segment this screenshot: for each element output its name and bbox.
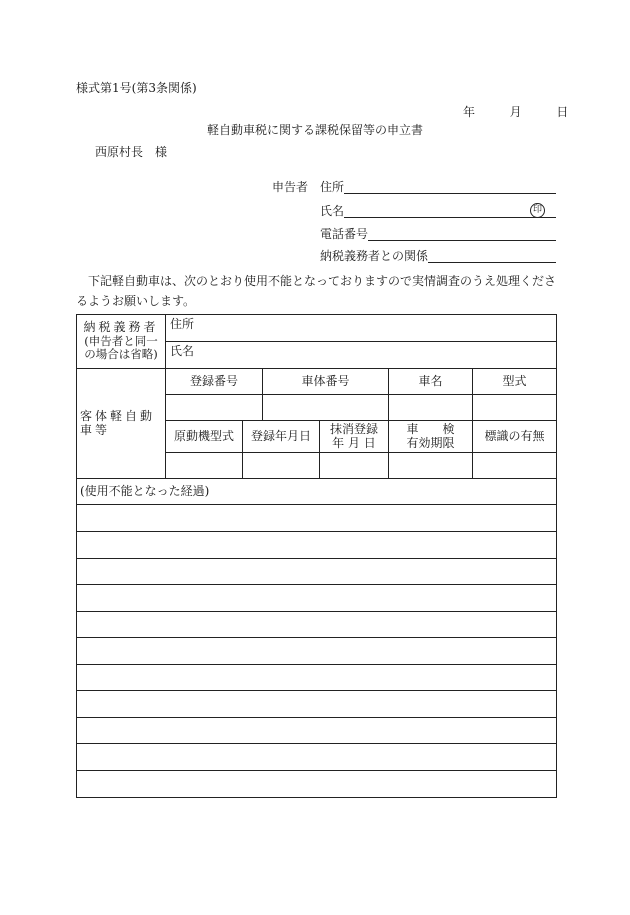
history-label-cell[interactable] bbox=[77, 479, 557, 505]
header-cancel-date bbox=[320, 421, 389, 453]
header-inspection-line1: 車 検 bbox=[406, 421, 455, 436]
history-line[interactable] bbox=[77, 532, 557, 559]
history-label: (使用不能となった経過) bbox=[80, 483, 210, 498]
applicant-phone-label: 電話番号 bbox=[320, 227, 369, 241]
applicant-name-label: 氏名 bbox=[320, 204, 345, 218]
model-cell[interactable] bbox=[473, 395, 557, 421]
applicant-relation-label: 納税義務者との関係 bbox=[320, 249, 429, 263]
history-line[interactable] bbox=[77, 718, 557, 744]
seal-mark: 印 bbox=[530, 203, 545, 218]
history-line[interactable] bbox=[77, 665, 557, 691]
header-cancel-line2: 年 月 日 bbox=[332, 435, 376, 450]
taxpayer-address-label: 住所 bbox=[170, 317, 195, 331]
notice-text: 下記軽自動車は、次のとおり使用不能となっておりますので実情調査のうえ処理くださるようお願いします。 bbox=[76, 274, 557, 308]
registration-date-cell[interactable] bbox=[243, 453, 320, 479]
inspection-expiry-cell[interactable] bbox=[389, 453, 473, 479]
header-inspection-line2: 有効期限 bbox=[406, 435, 455, 450]
document-title: 軽自動車税に関する課税保留等の申立書 bbox=[206, 123, 423, 137]
date-year-label: 年 bbox=[463, 105, 476, 119]
date-line bbox=[463, 106, 568, 118]
header-cancel-line1: 抹消登録 bbox=[329, 421, 378, 436]
history-line[interactable] bbox=[77, 638, 557, 665]
history-line[interactable] bbox=[77, 771, 557, 798]
taxpayer-note: (申告者と同一の場合は省略) bbox=[84, 333, 158, 362]
history-line[interactable] bbox=[77, 691, 557, 718]
taxpayer-name-cell[interactable] bbox=[166, 342, 557, 369]
applicant-name-line[interactable] bbox=[344, 217, 556, 218]
taxpayer-address-cell[interactable] bbox=[166, 315, 557, 342]
history-line[interactable] bbox=[77, 505, 557, 532]
addressee: 西原村長 様 bbox=[95, 145, 168, 159]
history-line[interactable] bbox=[77, 559, 557, 585]
applicant-address-line[interactable] bbox=[344, 193, 556, 194]
date-day-label: 日 bbox=[556, 105, 569, 119]
header-model: 型式 bbox=[473, 369, 557, 395]
applicant-phone-line[interactable] bbox=[368, 240, 556, 241]
taxpayer-name-label: 氏名 bbox=[170, 344, 195, 358]
cancel-date-cell[interactable] bbox=[320, 453, 389, 479]
vehicle-name-cell[interactable] bbox=[389, 395, 473, 421]
header-registration-number: 登録番号 bbox=[166, 369, 263, 395]
taxpayer-cell bbox=[77, 315, 166, 369]
history-line[interactable] bbox=[77, 744, 557, 771]
header-registration-date: 登録年月日 bbox=[243, 421, 320, 453]
applicant-address-label: 住所 bbox=[320, 180, 345, 194]
sign-presence-cell[interactable] bbox=[473, 453, 557, 479]
header-engine-model: 原動機型式 bbox=[166, 421, 243, 453]
vehicle-table bbox=[76, 314, 557, 798]
engine-model-cell[interactable] bbox=[166, 453, 243, 479]
taxpayer-label: 納税義務者 bbox=[83, 319, 159, 334]
vehicle-label: 客体軽自動車等 bbox=[80, 408, 156, 437]
header-inspection-expiry bbox=[389, 421, 473, 453]
vehicle-label-cell bbox=[77, 369, 166, 479]
chassis-number-cell[interactable] bbox=[263, 395, 389, 421]
history-line[interactable] bbox=[77, 612, 557, 638]
history-line[interactable] bbox=[77, 585, 557, 612]
date-month-label: 月 bbox=[509, 105, 522, 119]
header-sign-presence: 標識の有無 bbox=[473, 421, 557, 453]
applicant-role-label: 申告者 bbox=[272, 180, 309, 194]
registration-number-cell[interactable] bbox=[166, 395, 263, 421]
header-chassis-number: 車体番号 bbox=[263, 369, 389, 395]
form-number: 様式第1号(第3条関係) bbox=[76, 81, 197, 95]
applicant-relation-line[interactable] bbox=[428, 262, 556, 263]
header-vehicle-name: 車名 bbox=[389, 369, 473, 395]
